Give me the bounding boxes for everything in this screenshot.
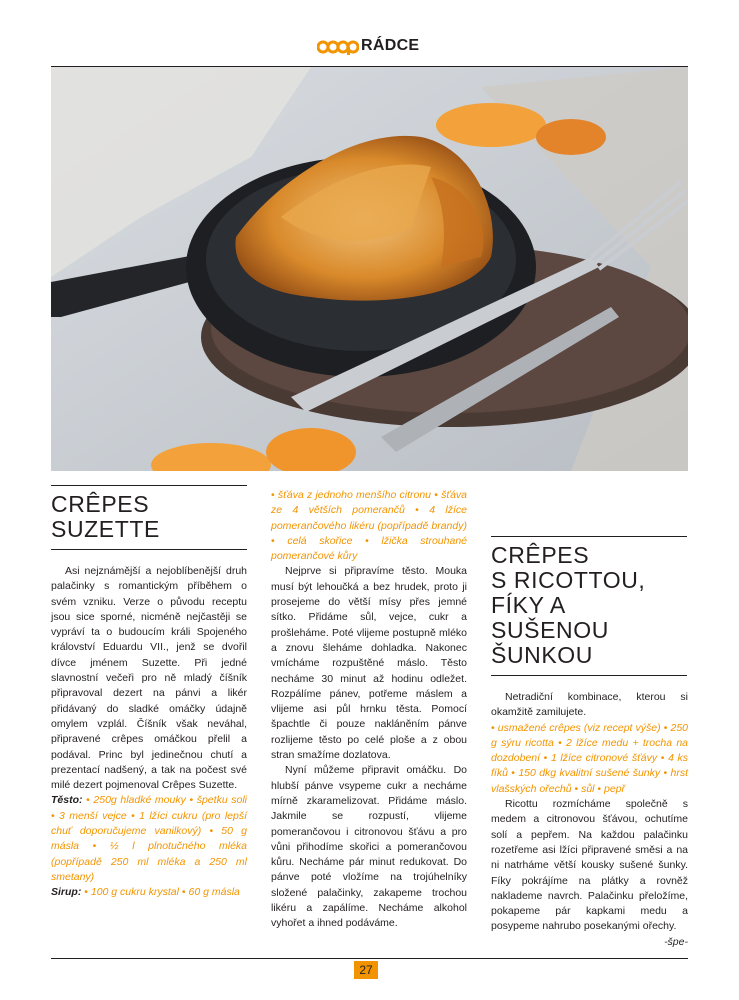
ingredient: šťáva z jednoho menšího citronu xyxy=(277,489,432,501)
crepes-photo xyxy=(51,67,688,471)
ingredient: ½ l plnotučného mléka (popřípadě 250 ml mléka a 250 ml smetany) xyxy=(51,840,248,883)
ingredient: sůl xyxy=(581,782,595,795)
dough-label: Těsto: xyxy=(51,794,83,807)
ingredient: 250g hladké mouky xyxy=(93,794,186,807)
section-title: RÁDCE xyxy=(361,37,420,54)
ingredient: 1 lžíce citronové šťávy xyxy=(550,752,658,765)
column-1 xyxy=(51,485,247,901)
ingredient: 2 lžíce medu + trocha na dozdobení xyxy=(491,736,688,765)
ingredient: špetku soli xyxy=(196,794,248,807)
ingredient: usmažené crêpes (viz recept výše) xyxy=(497,721,661,734)
ingredient: celá skořice xyxy=(287,534,353,547)
footer-divider xyxy=(51,958,688,959)
recipe2-steps: Ricottu rozmícháme společně s medem a citronovou šťávou, ochutíme solí a pepřem. Na každou palačinku rozetřeme asi lžíci připravené směsi a na ni natrháme větší kousky sušené šunky. Fíky pokrájíme na plátky a rovněž naklademe navrch. Palačinku přeložíme, pokapeme pár kapkami medu a posypeme nahrubo posekanými ořechy. xyxy=(491,798,688,933)
title-rule-bottom xyxy=(491,675,687,676)
ingredient: 4 ks fíků xyxy=(491,752,689,780)
ingredient: 1 lžíci cukru (pro lepší chuť doporučujeme vanilkový) xyxy=(51,809,248,838)
author-signoff: -špe- xyxy=(664,935,688,948)
syrup-label: Sirup: xyxy=(51,886,82,899)
recipe1-dough: Těsto: • 250g hladké mouky • špetku soli • 3 menší vejce • 1 lžíci cukru (pro lepší chuť doporučujeme vanilkový) • 50 g másla • ½ l plnotučného mléka (popřípadě 250 ml mléka a 250 ml smetany) xyxy=(51,794,248,883)
recipe2-title-line2: S RICOTTOU, xyxy=(491,567,646,593)
page-header xyxy=(0,35,739,61)
ingredient: 250 g sýru ricotta xyxy=(491,721,689,749)
recipe1-step2: Nyní můžeme připravit omáčku. Do hlubší pánve vsypeme cukr a necháme mírně zkaramelizovat. Přidáme máslo. Jakmile se rozpustí, vlijeme pomerančovou i citronovou šťávu a pro vůni přihodíme skořici a pomerančovou kůru. Necháme pár minut redukovat. Do pánve poté vložíme na trojúhelníky složené palačinky, zakapeme trochou likéru a zapálíme. Necháme alkohol vyhořet a ihned podáváme. xyxy=(271,764,467,930)
column-2 xyxy=(271,488,467,932)
recipe2-intro: Netradiční kombinace, kterou si okamžitě zamilujete. xyxy=(491,691,688,719)
recipe2-title xyxy=(491,543,688,668)
ingredient: šťáva ze 4 větších pomerančů xyxy=(271,489,468,517)
ingredient: lžička strouhané pomerančové kůry xyxy=(271,534,468,563)
column-3-spacer xyxy=(491,488,688,536)
recipe2-title-line3: FÍKY A SUŠENOU xyxy=(491,592,609,643)
ingredient: hrst vlašských ořechů xyxy=(491,767,689,795)
recipe2-title-line4: ŠUNKOU xyxy=(491,642,594,668)
title-rule-top xyxy=(491,536,687,537)
recipe1-intro: Asi nejznámější a nejoblíbenější druh palačinky s romantickým příběhem o svém vzniku. Verze o původu receptu jsou sice sporné, nicméně nejčastěji se vypráví ta o budoucím králi Spojeného království Eduardu VII., jenž se dvořil dívce jménem Suzette. Při jedné slavnostní večeři pro ně mladý číšník připravoval dezert na pánvi a likér přidávaný do sladké omáčky údajně omylem vzplál. Číšník však neváhal, připravené crêpes omáčkou přelil a podával. Princ byl jedinečnou chutí a prezentací nadšený, a tak na počest své milé dezert pojmenoval Crêpes Suzette. xyxy=(51,565,247,792)
recipe1-title xyxy=(51,492,247,542)
title-rule-bottom xyxy=(51,549,247,550)
ingredient: 3 menší vejce xyxy=(59,809,127,822)
recipe1-step1: Nejprve si připravíme těsto. Mouka musí být lehoučká a bez hrudek, proto ji prosejeme do větší mísy přes jemné sítko. Přidáme sůl, vejce, cukr a prošleháme. Poté vlijeme postupně mléko a znovu šleháme dohladka. Nakonec vmícháme rozpuštěné máslo. Těsto necháme 30 minut až hodinu odležet. Rozpálíme pánev, potřeme máslem a vlijeme asi půl hrnku těsta. Pomocí špachtle či pouze nakláněním pánve rozlijeme těsto po celé ploše a z obou stran smažíme dozlatova. xyxy=(271,565,467,762)
coop-logo xyxy=(317,39,359,55)
recipe1-syrup-b: • šťáva z jednoho menšího citronu • šťáva ze 4 větších pomerančů • 4 lžíce pomerančového likéru (popřípadě brandy) • celá skořice • lžička strouhané pomerančové kůry xyxy=(271,489,468,563)
recipe1-title-line1: CRÊPES xyxy=(51,491,150,517)
ingredient: 100 g cukru krystal xyxy=(90,886,179,899)
recipe1-title-line2: SUZETTE xyxy=(51,516,160,542)
recipe2-title-line1: CRÊPES xyxy=(491,542,590,568)
recipe2-ingredients: • usmažené crêpes (viz recept výše) • 250 g sýru ricotta • 2 lžíce medu + trocha na dozdobení • 1 lžíce citronové šťávy • 4 ks fíků • 150 dkg kvalitní sušené šunky • hrst vlašských ořechů • sůl • pepř xyxy=(491,721,689,795)
recipe1-syrup-a: Sirup: • 100 g cukru krystal • 60 g másla xyxy=(51,886,240,899)
column-3 xyxy=(491,488,688,950)
ingredient: 60 g másla xyxy=(188,886,240,899)
ingredient: 4 lžíce pomerančového likéru (popřípadě brandy) xyxy=(271,504,467,532)
ingredient: 50 g másla xyxy=(51,825,247,853)
ingredient: pepř xyxy=(604,782,626,795)
ingredient: 150 dkg kvalitní sušené šunky xyxy=(518,767,661,780)
page-number: 27 xyxy=(354,961,378,979)
title-rule-top xyxy=(51,485,247,486)
